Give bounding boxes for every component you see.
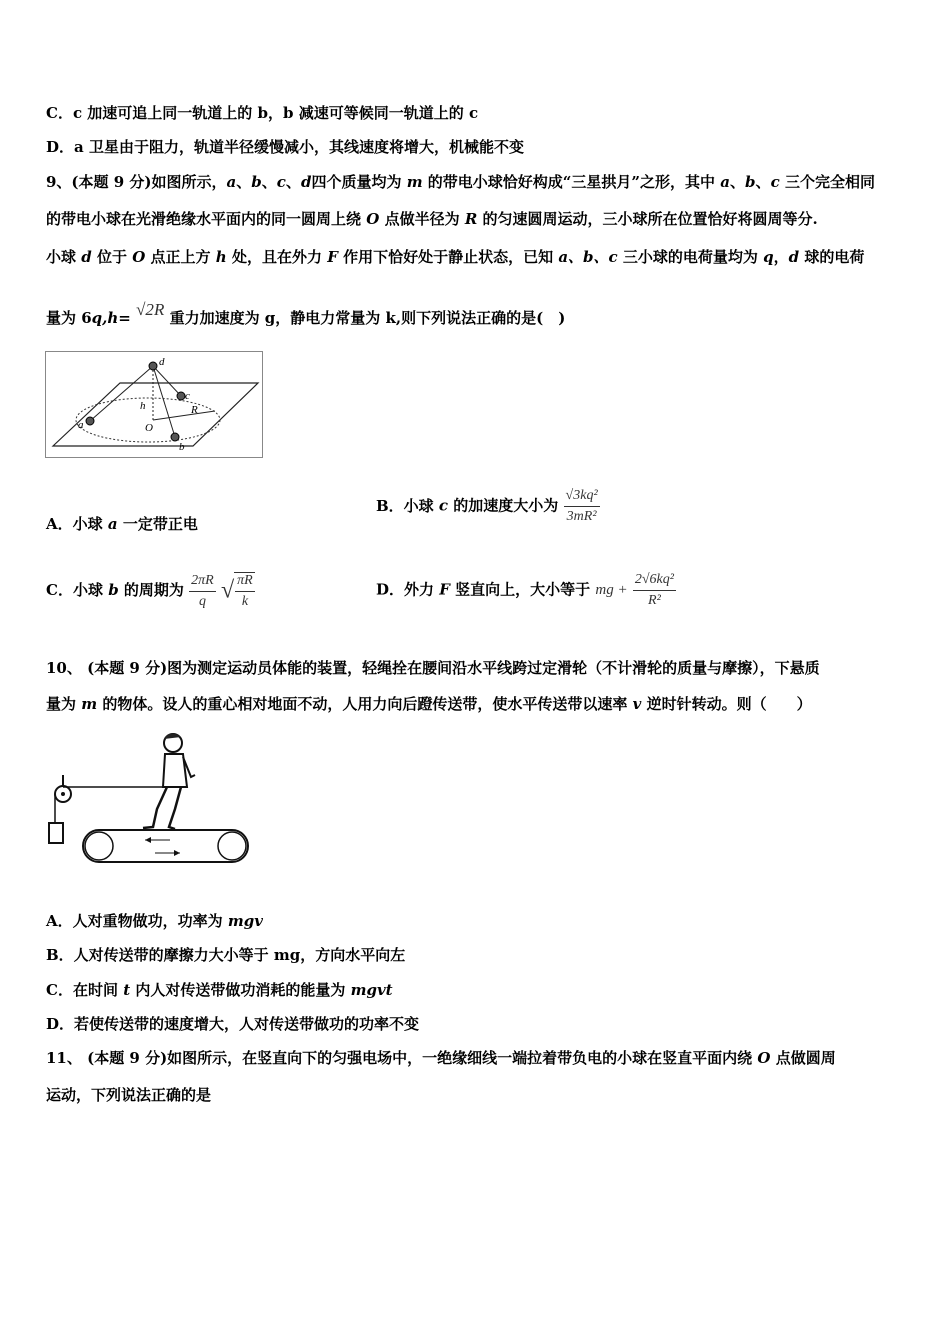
q9-option-a: A．小球 a 一定带正电	[46, 515, 198, 533]
q10-option-b: B．人对传送带的摩擦力大小等于 mg，方向水平向左	[46, 946, 406, 964]
label-b: b	[179, 441, 185, 453]
q10-line2: 量为 m 的物体。设人的重心相对地面不动，人用力向后蹬传送带，使水平传送带以速率 v 逆时针转动。则（ ）	[46, 695, 812, 713]
treadmill-figure	[45, 727, 260, 867]
q9-line3: 小球 d 位于 O 点正上方 h 处，且在外力 F 作用下恰好处于静止状态，已知 a、b、c 三小球的电荷量均为 q，d 球的电荷	[46, 248, 865, 266]
label-h: h	[140, 400, 146, 412]
option-c-prev: C．c 加速可追上同一轨道上的 b，b 减速可等候同一轨道上的 c	[46, 104, 479, 122]
label-R: R	[191, 404, 198, 416]
q10-option-a: A．人对重物做功，功率为 mgv	[46, 912, 263, 930]
q9-option-c: C．小球 b 的周期为 $\frac{2\pi R}{q}$ √ $\frac{\pi R}{k}$	[46, 572, 253, 609]
q10-option-c: C．在时间 t 内人对传送带做功消耗的能量为 mgvt	[46, 981, 393, 999]
q10-line1: 10、 (本题 9 分)图为测定运动员体能的装置，轻绳拴在腰间沿水平线跨过定滑轮（不计滑轮的质量与摩擦），下悬质	[46, 659, 820, 677]
q11-line2: 运动，下列说法正确的是	[46, 1086, 212, 1104]
q9-option-d: D．外力 F 竖直向上，大小等于 mg + $\frac{\text{2√6kq²}}{\text{R²}}$	[376, 572, 674, 608]
label-O: O	[145, 422, 153, 434]
q9-line2: 的带电小球在光滑绝缘水平面内的同一圆周上绕 O 点做半径为 R 的匀速圆周运动，三小球所在位置恰好将圆周等分.	[46, 210, 818, 228]
q9-option-b: B．小球 c 的加速度大小为 $\frac{\text{√3kq²}}{\text{3mR²}}$	[376, 488, 598, 524]
option-d-prev: D．a 卫星由于阻力，轨道半径缓慢减小，其线速度将增大，机械能不变	[46, 138, 524, 156]
three-star-figure	[45, 351, 263, 458]
q10-option-d: D．若使传送带的速度增大，人对传送带做功的功率不变	[46, 1015, 420, 1033]
label-a: a	[78, 419, 84, 431]
period-fraction: $\frac{2\pi R}{q}$	[191, 572, 214, 609]
accel-fraction: $\frac{\text{√3kq²}}{\text{3mR²}}$	[565, 488, 598, 524]
force-fraction: $\frac{\text{2√6kq²}}{\text{R²}}$	[634, 572, 674, 608]
q9-line1: 9、(本题 9 分)如图所示，a、b、c、d四个质量均为 m 的带电小球恰好构成“三星拱月”之形，其中 a、b、c 三个完全相同	[46, 173, 875, 191]
q11-line1: 11、 (本题 9 分)如图所示，在竖直向下的匀强电场中，一绝缘细线一端拉着带负电的小球在竖直平面内绕 O 点做圆周	[46, 1049, 836, 1067]
q9-line4: 量为 6q,h= √2R 重力加速度为 g，静电力常量为 k,则下列说法正确的是( )	[46, 300, 566, 327]
label-c: c	[185, 390, 190, 402]
label-d: d	[159, 356, 165, 368]
